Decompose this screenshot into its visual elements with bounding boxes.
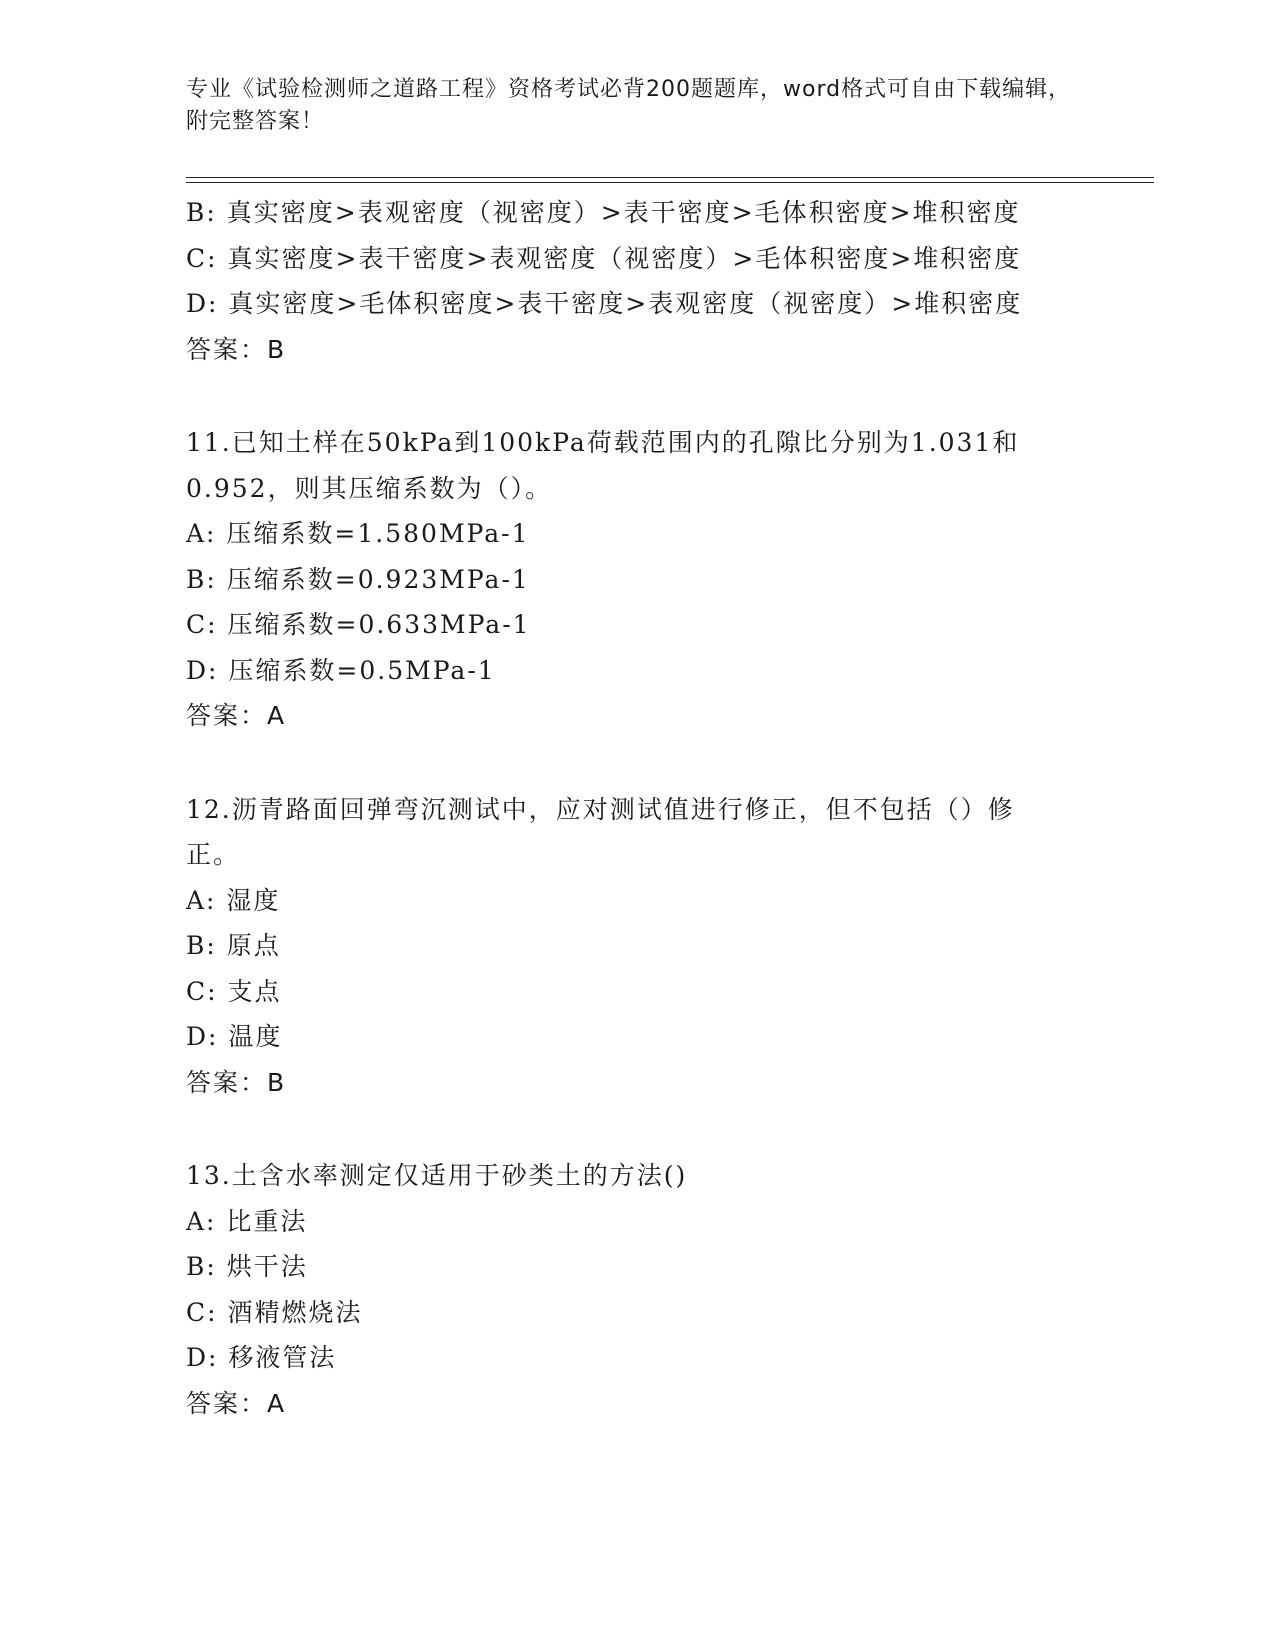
option-b: B: 原点 [186, 931, 281, 960]
answer: 答案：A [186, 701, 287, 730]
option-d: D: 真实密度>毛体积密度>表干密度>表观密度（视密度）>堆积密度 [186, 289, 1023, 318]
question-13 [186, 1153, 1086, 1426]
option-a: A: 比重法 [186, 1206, 308, 1236]
answer: 答案：B [186, 1067, 287, 1097]
question-text: 11.已知土样在50kPa到100kPa荷载范围内的孔隙比分别为1.031和0.952，则其压缩系数为（）。 [186, 428, 1020, 503]
question-10-tail [186, 190, 1086, 372]
header-rule-top [186, 177, 1154, 178]
option-b: B: 烘干法 [186, 1252, 308, 1281]
option-c: C: 支点 [186, 976, 282, 1006]
option-c: C: 酒精燃烧法 [186, 1297, 363, 1327]
option-b: B: 真实密度>表观密度（视密度）>表干密度>毛体积密度>堆积密度 [186, 198, 1021, 227]
option-d: D: 压缩系数=0.5MPa-1 [186, 655, 496, 685]
document-header: 专业《试验检测师之道路工程》资格考试必背200题题库，word格式可自由下载编辑，附完整答案！ [186, 77, 1072, 134]
option-d: D: 温度 [186, 1022, 283, 1051]
option-c: C: 压缩系数=0.633MPa-1 [186, 610, 531, 639]
header-rule-bottom [186, 182, 1154, 183]
option-b: B: 压缩系数=0.923MPa-1 [186, 564, 530, 594]
answer: 答案：B [186, 334, 287, 364]
option-a: A: 湿度 [186, 885, 281, 915]
question-12 [186, 787, 1086, 1106]
question-11 [186, 420, 1086, 739]
option-a: A: 压缩系数=1.580MPa-1 [186, 519, 530, 548]
question-text: 13.土含水率测定仅适用于砂类土的方法() [186, 1161, 688, 1190]
option-c: C: 真实密度>表干密度>表观密度（视密度）>毛体积密度>堆积密度 [186, 243, 1022, 273]
option-d: D: 移液管法 [186, 1343, 337, 1372]
document-body [186, 190, 1086, 1426]
question-text: 12.沥青路面回弹弯沉测试中，应对测试值进行修正，但不包括（）修正。 [186, 794, 1015, 869]
answer: 答案：A [186, 1388, 287, 1418]
